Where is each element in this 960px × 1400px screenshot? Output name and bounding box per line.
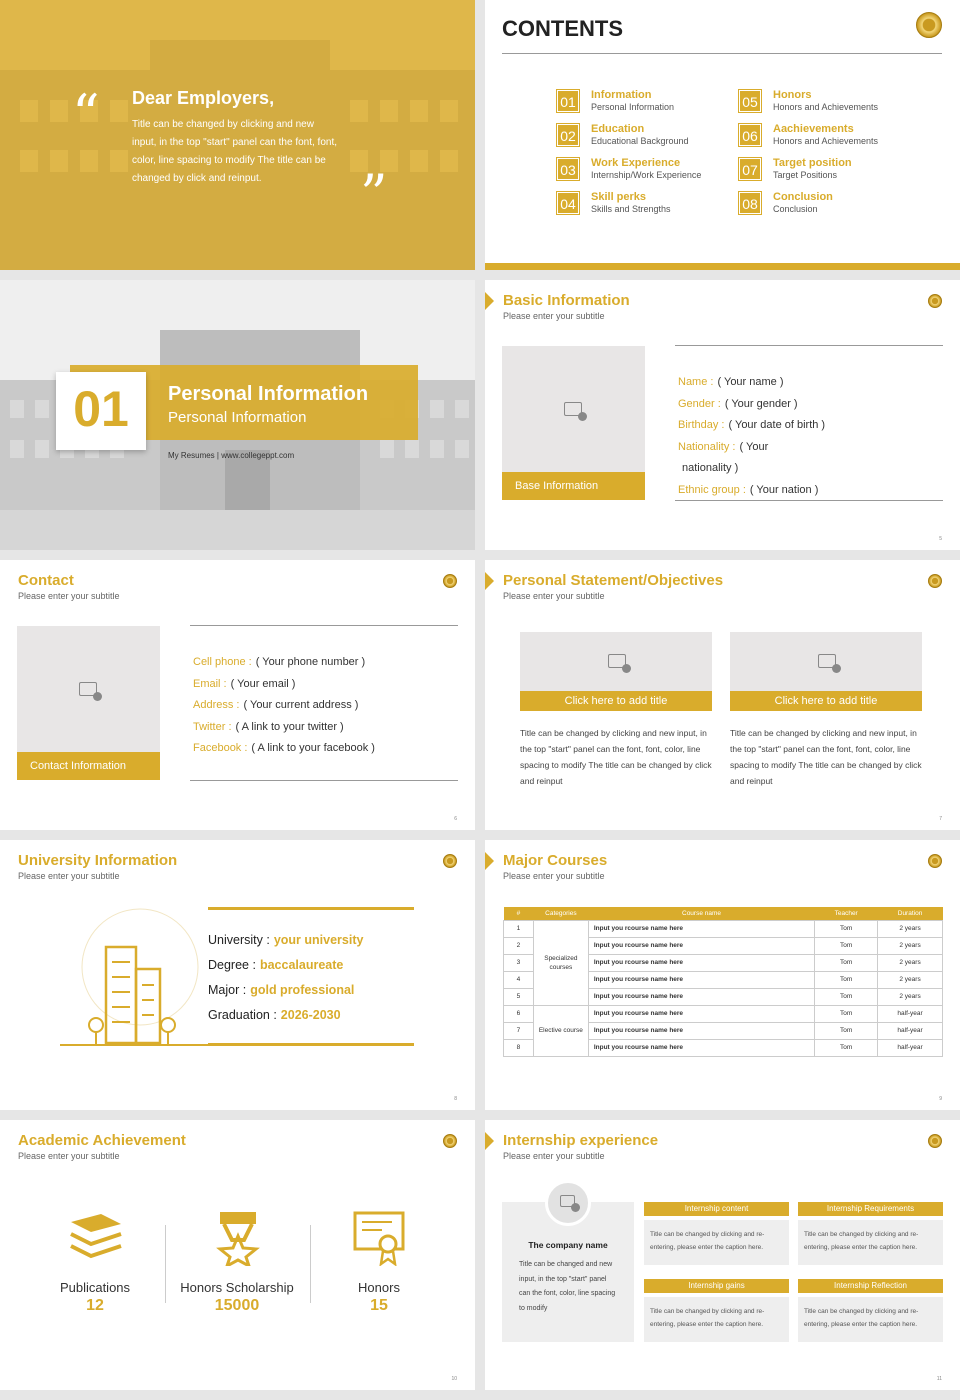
cell-num: 4	[504, 971, 534, 988]
cell-course-name[interactable]: Input you rcourse name here	[588, 988, 814, 1005]
slide-internship	[485, 1120, 960, 1390]
cell-course-name[interactable]: Input you rcourse name here	[588, 971, 814, 988]
box-header: Internship gains	[644, 1279, 789, 1293]
box-header: Internship Requirements	[798, 1202, 943, 1216]
slide-subtitle: Please enter your subtitle	[503, 311, 605, 321]
info-field	[678, 419, 825, 431]
cell-course-name[interactable]: Input you rcourse name here	[588, 954, 814, 971]
seal-icon	[916, 12, 942, 38]
contents-item-title[interactable]: Honors	[773, 89, 812, 101]
medal-icon	[216, 1210, 260, 1266]
field-key: Birthday :	[678, 419, 725, 432]
cell-teacher: Tom	[815, 920, 878, 937]
contents-bottom-bar	[485, 263, 960, 270]
field-value[interactable]: ( Your current address )	[243, 699, 359, 712]
contents-item-title[interactable]: Aachievements	[773, 123, 854, 135]
bottom-divider	[190, 780, 458, 781]
cell-teacher: Tom	[815, 1022, 878, 1039]
col-header: #	[504, 907, 534, 920]
col-header: Categories	[533, 907, 588, 920]
col-header: Teacher	[815, 907, 878, 920]
image-icon	[564, 402, 582, 416]
field-value[interactable]: ( Your name )	[717, 376, 784, 388]
contents-item-number[interactable]: 02	[557, 124, 579, 146]
open-quote: “	[72, 83, 100, 146]
slide-university	[0, 840, 475, 1110]
cell-num: 3	[504, 954, 534, 971]
contents-item-title[interactable]: Skill perks	[591, 191, 647, 203]
contents-item-sub: Target Positions	[773, 170, 838, 180]
achievement-value: 15	[370, 1297, 388, 1314]
cell-duration: 2 years	[878, 971, 943, 988]
cell-num: 8	[504, 1039, 534, 1056]
cover-heading: Dear Employers,	[132, 88, 275, 108]
field-key: Name :	[678, 376, 714, 388]
field-value[interactable]: ( A link to your facebook )	[251, 742, 375, 755]
cell-duration: 2 years	[878, 988, 943, 1005]
contents-item-sub: Personal Information	[591, 102, 675, 112]
achievement-label: Publications	[59, 1280, 131, 1295]
cell-course-name[interactable]: Input you rcourse name here	[588, 1005, 814, 1022]
contents-item-number[interactable]: 06	[739, 124, 761, 146]
cell-duration: half-year	[878, 1005, 943, 1022]
box-header: Internship Reflection	[798, 1279, 943, 1293]
contents-item-sub: Honors and Achievements	[773, 102, 879, 112]
title-marker	[485, 1132, 494, 1150]
info-field	[193, 656, 365, 668]
section-footer: My Resumes | www.collegeppt.com	[168, 451, 295, 460]
photo-label: Base Information	[502, 472, 645, 500]
seal-icon	[928, 854, 942, 868]
slide-basic-info	[485, 280, 960, 550]
field-key: Facebook :	[193, 742, 248, 755]
top-divider	[190, 625, 458, 626]
contents-item-sub: Educational Background	[591, 136, 689, 146]
contents-item-title[interactable]: Conclusion	[773, 191, 833, 203]
seal-icon	[443, 574, 457, 588]
cell-category: Specialized courses	[533, 920, 588, 1005]
card-image-placeholder[interactable]	[730, 632, 922, 691]
cell-duration: 2 years	[878, 954, 943, 971]
photo-placeholder[interactable]	[502, 346, 645, 472]
slide-title: Academic Achievement	[18, 1132, 186, 1149]
section-title: Personal Information	[168, 383, 369, 405]
seal-icon	[928, 1134, 942, 1148]
contents-item-sub: Conclusion	[773, 204, 818, 214]
info-field	[193, 678, 295, 690]
field-key: Cell phone :	[193, 656, 252, 668]
contents-item-sub: Honors and Achievements	[773, 136, 879, 146]
info-top-rule	[208, 907, 414, 910]
contents-item-number[interactable]: 01	[557, 90, 579, 112]
field-value[interactable]: ( Your gender )	[724, 397, 798, 410]
cell-course-name[interactable]: Input you rcourse name here	[588, 937, 814, 954]
slide-subtitle: Please enter your subtitle	[18, 871, 120, 881]
box-text: Title can be changed by clicking and re-entering, please enter the caption here.	[798, 1297, 943, 1342]
info-field	[193, 699, 358, 711]
info-field	[678, 462, 738, 474]
seal-icon	[928, 294, 942, 308]
company-text: Title can be changed and new input, in the top "start" panel can the font, color, line spacing to modify	[519, 1261, 616, 1312]
image-icon	[818, 654, 836, 668]
contents-item-title[interactable]: Work Experience	[591, 157, 681, 169]
slide-subtitle: Please enter your subtitle	[18, 1151, 120, 1161]
seal-icon	[443, 1134, 457, 1148]
slide-title: University Information	[18, 852, 178, 869]
page-number: 8	[454, 1096, 457, 1102]
contents-item-number[interactable]: 03	[557, 158, 579, 180]
info-field	[208, 1008, 341, 1022]
field-key: Email :	[193, 677, 227, 690]
field-value[interactable]: your university	[273, 933, 364, 947]
photo-label: Contact Information	[17, 752, 160, 780]
contents-item-title[interactable]: Education	[591, 123, 645, 135]
slide-section	[0, 280, 475, 550]
image-icon	[608, 654, 626, 668]
field-key: Major :	[208, 983, 247, 997]
field-value[interactable]: ( Your phone number )	[255, 656, 366, 668]
cell-num: 1	[504, 920, 534, 937]
bottom-divider	[675, 500, 943, 501]
box-text: Title can be changed by clicking and re-entering, please enter the caption here.	[644, 1220, 789, 1265]
seal-icon	[928, 574, 942, 588]
info-field	[208, 958, 343, 972]
seal-icon	[443, 854, 457, 868]
card-text: Title can be changed by clicking and new input, in the top "start" panel can the font, font, color, line spacing to modify The title can be changed by click and reinput	[520, 728, 712, 786]
cover-text: Title can be changed by clicking and new input, in the top "start" panel can the font, font, color, line spacing to modify The title can be changed by click and reinput.	[132, 119, 338, 184]
achievement-label: Honors Scholarship	[180, 1280, 294, 1295]
contents-title: CONTENTS	[502, 16, 623, 41]
field-key: Nationality :	[678, 440, 736, 453]
cell-teacher: Tom	[815, 988, 878, 1005]
field-value[interactable]: 2026-2030	[280, 1008, 341, 1022]
cell-num: 7	[504, 1022, 534, 1039]
table-row	[504, 920, 943, 937]
cell-teacher: Tom	[815, 954, 878, 971]
company-logo-placeholder[interactable]	[545, 1180, 591, 1226]
title-marker	[485, 292, 494, 310]
cell-course-name[interactable]: Input you rcourse name here	[588, 1039, 814, 1056]
cell-teacher: Tom	[815, 1039, 878, 1056]
ach-divider-1	[165, 1225, 166, 1303]
achievement-label: Honors	[358, 1280, 400, 1295]
info-field	[208, 983, 354, 997]
box-text: Title can be changed by clicking and re-entering, please enter the caption here.	[644, 1297, 789, 1342]
achievement-value: 12	[86, 1297, 104, 1314]
slide-contents	[485, 0, 960, 270]
achievement-value: 15000	[214, 1297, 260, 1314]
col-header: Duration	[878, 907, 943, 920]
top-divider	[675, 345, 943, 346]
slide-title: Basic Information	[503, 292, 630, 309]
section-number: 01	[73, 381, 129, 437]
cell-teacher: Tom	[815, 971, 878, 988]
col-header: Course name	[588, 907, 814, 920]
box-text: Title can be changed by clicking and re-entering, please enter the caption here.	[798, 1220, 943, 1265]
field-key: Address :	[193, 699, 240, 712]
info-field	[678, 441, 768, 453]
info-field	[678, 398, 798, 410]
cell-teacher: Tom	[815, 1005, 878, 1022]
slide-subtitle: Please enter your subtitle	[503, 591, 605, 601]
field-value[interactable]: ( A link to your twitter )	[235, 720, 344, 733]
slide-title: Contact	[18, 572, 74, 589]
cell-teacher: Tom	[815, 937, 878, 954]
slide-contact	[0, 560, 475, 830]
page-number: 6	[454, 816, 457, 822]
field-key: Graduation :	[208, 1008, 277, 1022]
page-number: 9	[939, 1096, 942, 1102]
info-field	[193, 721, 344, 733]
field-value[interactable]: ( Your date of birth )	[728, 419, 826, 432]
table-header-row	[504, 907, 943, 920]
contents-item-number[interactable]: 08	[739, 192, 761, 214]
title-marker	[485, 572, 494, 590]
slide-title: Major Courses	[503, 852, 608, 869]
info-field	[678, 376, 784, 388]
slide-title: Internship experience	[503, 1132, 659, 1149]
field-value[interactable]: ( Your	[739, 440, 769, 453]
field-value[interactable]: nationality )	[682, 462, 739, 475]
slide-academic	[0, 1120, 475, 1390]
page-number: 10	[451, 1376, 457, 1382]
card-image-placeholder[interactable]	[520, 632, 712, 691]
card-title-bar[interactable]: Click here to add title	[520, 691, 712, 711]
cell-duration: half-year	[878, 1022, 943, 1039]
info-field	[193, 742, 375, 754]
cell-duration: 2 years	[878, 920, 943, 937]
info-field	[208, 933, 363, 947]
slide-statement	[485, 560, 960, 830]
building-icon	[60, 907, 220, 1047]
slide-subtitle: Please enter your subtitle	[503, 871, 605, 881]
slide-subtitle: Please enter your subtitle	[503, 1151, 605, 1161]
info-field	[678, 484, 818, 496]
company-name: The company name	[528, 1240, 608, 1250]
contents-item-number[interactable]: 05	[739, 90, 761, 112]
field-key: Twitter :	[193, 720, 232, 733]
section-sub: Personal Information	[168, 409, 307, 426]
page-number: 11	[936, 1376, 942, 1382]
slide-cover	[0, 0, 475, 270]
certificate-icon	[352, 1210, 408, 1266]
field-key: Degree :	[208, 958, 256, 972]
cell-num: 6	[504, 1005, 534, 1022]
contents-item-sub: Internship/Work Experience	[591, 170, 702, 180]
slide-title: Personal Statement/Objectives	[503, 572, 724, 589]
cell-num: 2	[504, 937, 534, 954]
contents-item-title[interactable]: Target position	[773, 157, 852, 169]
cell-duration: half-year	[878, 1039, 943, 1056]
field-value[interactable]: baccalaureate	[259, 958, 344, 972]
image-icon	[560, 1195, 575, 1207]
page-number: 5	[939, 536, 942, 542]
field-key: Ethnic group :	[678, 484, 746, 496]
image-icon	[79, 682, 97, 696]
photo-placeholder[interactable]	[17, 626, 160, 752]
cell-category: Elective course	[533, 1005, 588, 1056]
cell-duration: 2 years	[878, 937, 943, 954]
slide-courses	[485, 840, 960, 1110]
page-number: 7	[939, 816, 942, 822]
card-title-bar[interactable]: Click here to add title	[730, 691, 922, 711]
field-key: Gender :	[678, 397, 721, 410]
close-quote: ”	[360, 163, 388, 226]
contents-item-sub: Skills and Strengths	[591, 204, 671, 214]
contents-item-number[interactable]: 04	[557, 192, 579, 214]
field-value[interactable]: gold professional	[250, 983, 355, 997]
books-icon	[66, 1212, 126, 1262]
field-value[interactable]: ( Your email )	[230, 677, 296, 690]
field-value[interactable]: ( Your nation )	[749, 484, 819, 496]
title-marker	[485, 852, 494, 870]
cell-course-name[interactable]: Input you rcourse name here	[588, 920, 814, 937]
info-bottom-rule	[208, 1043, 414, 1046]
card-text: Title can be changed by clicking and new input, in the top "start" panel can the font, font, color, line spacing to modify The title can be changed by click and reinput	[730, 728, 922, 786]
box-header: Internship content	[644, 1202, 789, 1216]
slide-subtitle: Please enter your subtitle	[18, 591, 120, 601]
contents-divider	[502, 53, 942, 54]
contents-item-title[interactable]: Information	[591, 89, 652, 101]
field-key: University :	[208, 933, 270, 947]
cell-num: 5	[504, 988, 534, 1005]
table-row	[504, 1005, 943, 1022]
courses-table	[503, 907, 943, 1057]
contents-item-number[interactable]: 07	[739, 158, 761, 180]
cell-course-name[interactable]: Input you rcourse name here	[588, 1022, 814, 1039]
